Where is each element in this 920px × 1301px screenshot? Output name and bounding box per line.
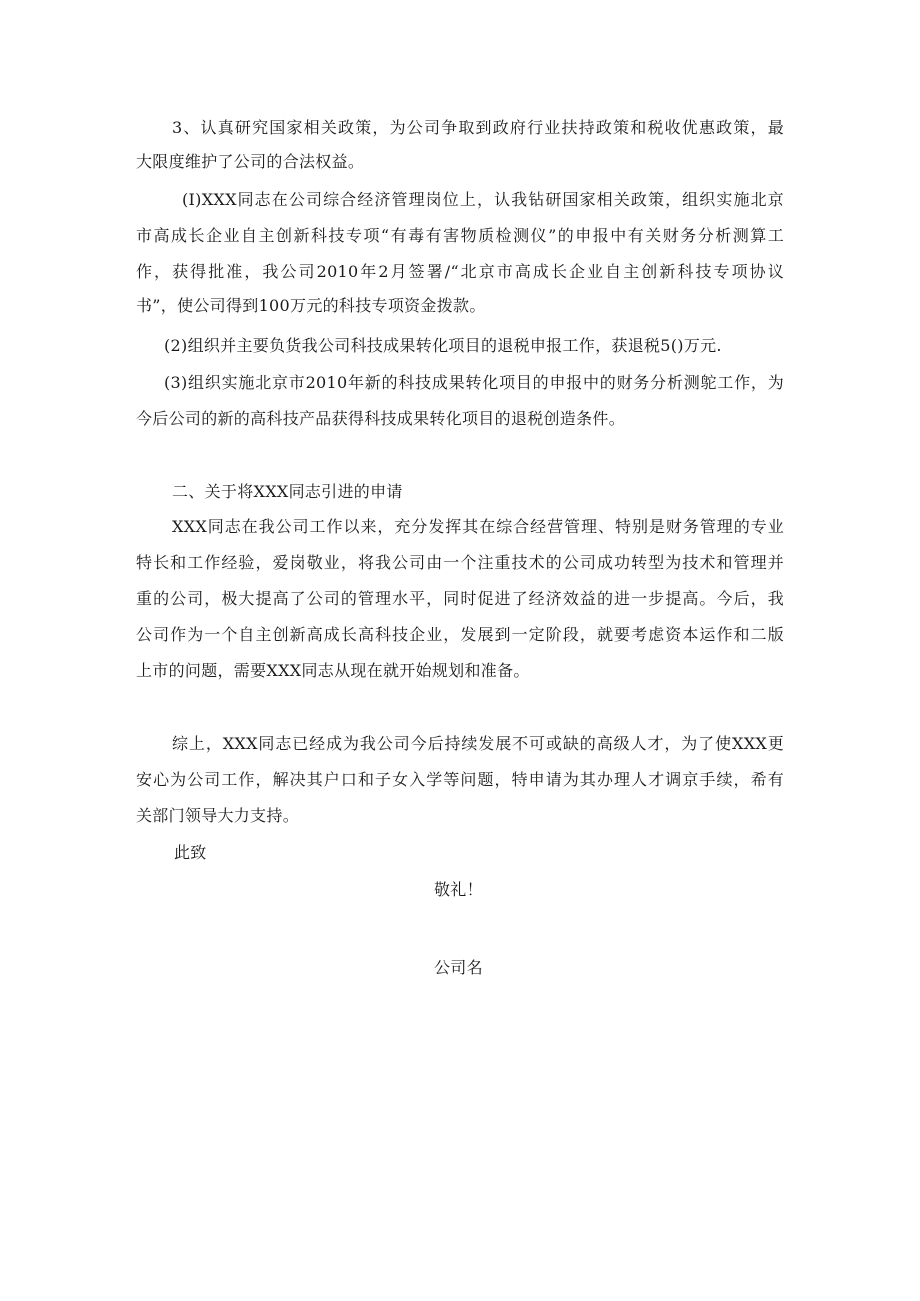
paragraph-line: (3)组织实施北京市2010年新的科技成果转化项目的申报中的财务分析测鸵工作，为 [164, 373, 784, 392]
paragraph-line: 作，获得批准，我公司2010年2月签署/“北京市高成长企业自主创新科技专项协议 [136, 262, 784, 281]
paragraph-line: 书”，使公司得到100万元的科技专项资金拨款。 [136, 296, 486, 315]
paragraph-line: (I)XXX同志在公司综合经济管理岗位上，认我钻研国家相关政策，组织实施北京 [182, 190, 784, 209]
salutation: 此致 [174, 843, 207, 862]
paragraph-line: 市高成长企业自主创新科技专项“有毒有害物质检测仪”的申报中有关财务分析测算工 [136, 226, 784, 245]
paragraph-line: (2)组织并主要负货我公司科技成果转化项目的退税申报工作，获退税5()万元. [164, 336, 722, 355]
section-heading: 二、关于将XXX同志引进的申请 [172, 482, 403, 501]
paragraph-line: 综上，XXX同志已经成为我公司今后持续发展不可或缺的高级人才，为了使XXX更 [172, 734, 784, 753]
paragraph-line: 公司作为一个自主创新高成长高科技企业，发展到一定阶段，就要考虑资本运作和二版 [136, 625, 784, 644]
paragraph-line: 大限度维护了公司的合法权益。 [136, 152, 365, 171]
company-name: 公司名 [434, 958, 483, 977]
paragraph-line: 3、认真研究国家相关政策，为公司争取到政府行业扶持政策和税收优惠政策，最 [172, 118, 784, 137]
regards: 敬礼！ [434, 880, 483, 899]
paragraph-line: 重的公司，极大提高了公司的管理水平，同时促进了经济效益的进一步提高。今后，我 [136, 589, 784, 608]
paragraph-line: 今后公司的新的高科技产品获得科技成果转化项目的退税创造条件。 [136, 409, 626, 428]
paragraph-line: 安心为公司工作，解决其户口和子女入学等问题，特申请为其办理人才调京手续，希有 [136, 770, 784, 789]
paragraph-line: XXX同志在我公司工作以来，充分发挥其在综合经营管理、特别是财务管理的专业 [172, 517, 784, 536]
paragraph-line: 特长和工作经验，爱岗敬业，将我公司由一个注重技术的公司成功转型为技术和管理并 [136, 553, 784, 572]
paragraph-line: 上市的问题，需要XXX同志从现在就开始规划和准备。 [136, 661, 530, 680]
paragraph-line: 关部门领导大力支持。 [136, 806, 300, 825]
